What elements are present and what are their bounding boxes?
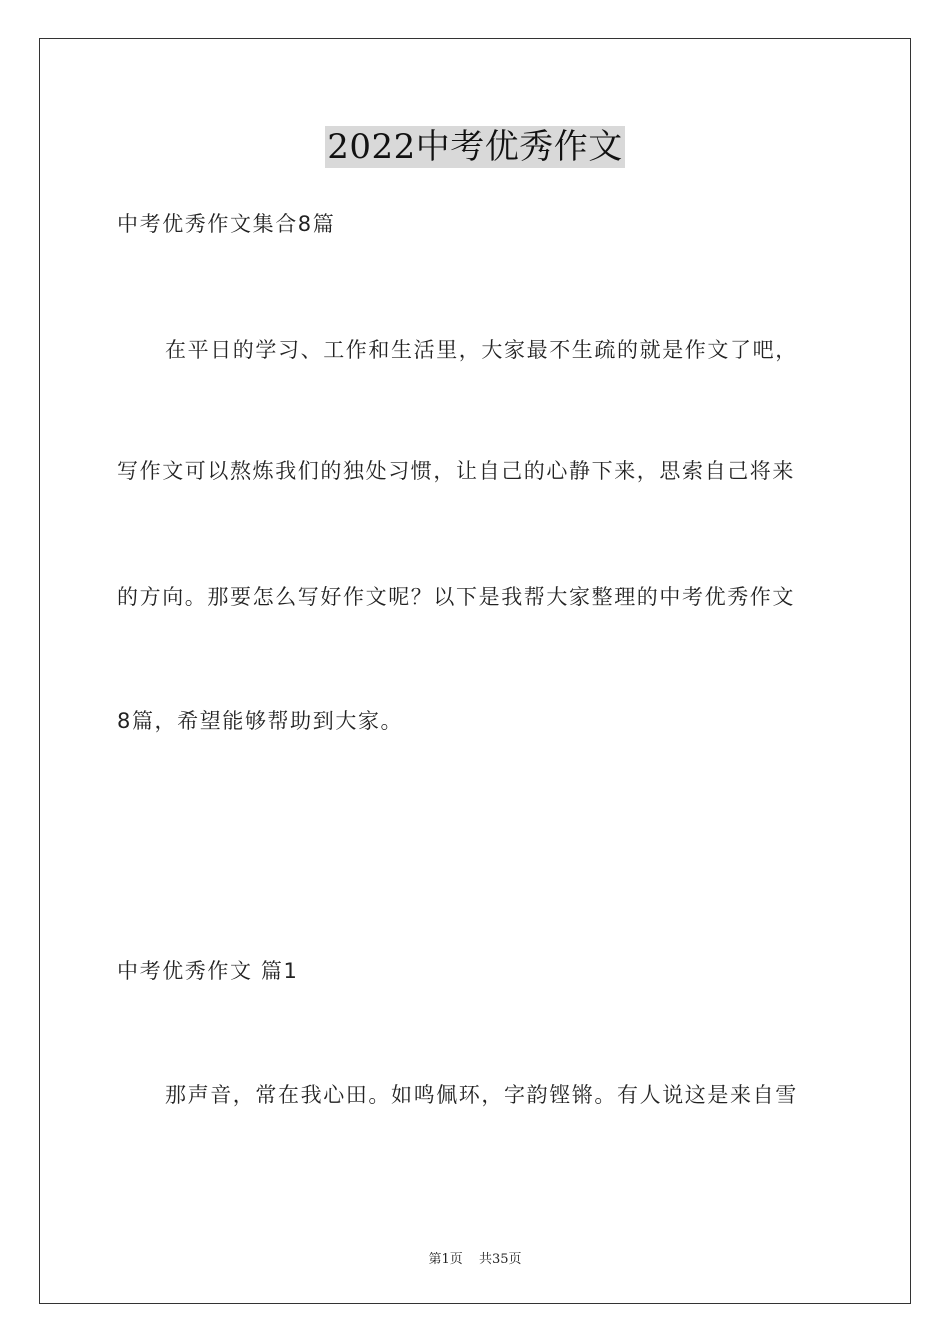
intro-line-3: 的方向。那要怎么写好作文呢？以下是我帮大家整理的中考优秀作文: [117, 585, 795, 609]
page-number: 第1页: [428, 1252, 463, 1267]
section-first-line: 那声音，常在我心田。如鸣佩环，字韵铿锵。有人说这是来自雪: [165, 1083, 798, 1107]
title-container: [0, 126, 950, 168]
document-subtitle: 中考优秀作文集合8篇: [117, 212, 336, 236]
page-total: 共35页: [478, 1252, 522, 1267]
intro-line-1: 在平日的学习、工作和生活里，大家最不生疏的就是作文了吧，: [165, 338, 798, 362]
intro-line-2: 写作文可以熬炼我们的独处习惯，让自己的心静下来，思索自己将来: [117, 459, 795, 483]
page-footer: [0, 1248, 950, 1267]
document-title: 2022中考优秀作文: [327, 127, 623, 167]
intro-line-4: 8篇，希望能够帮助到大家。: [117, 709, 404, 733]
section-heading: 中考优秀作文 篇1: [117, 959, 299, 983]
